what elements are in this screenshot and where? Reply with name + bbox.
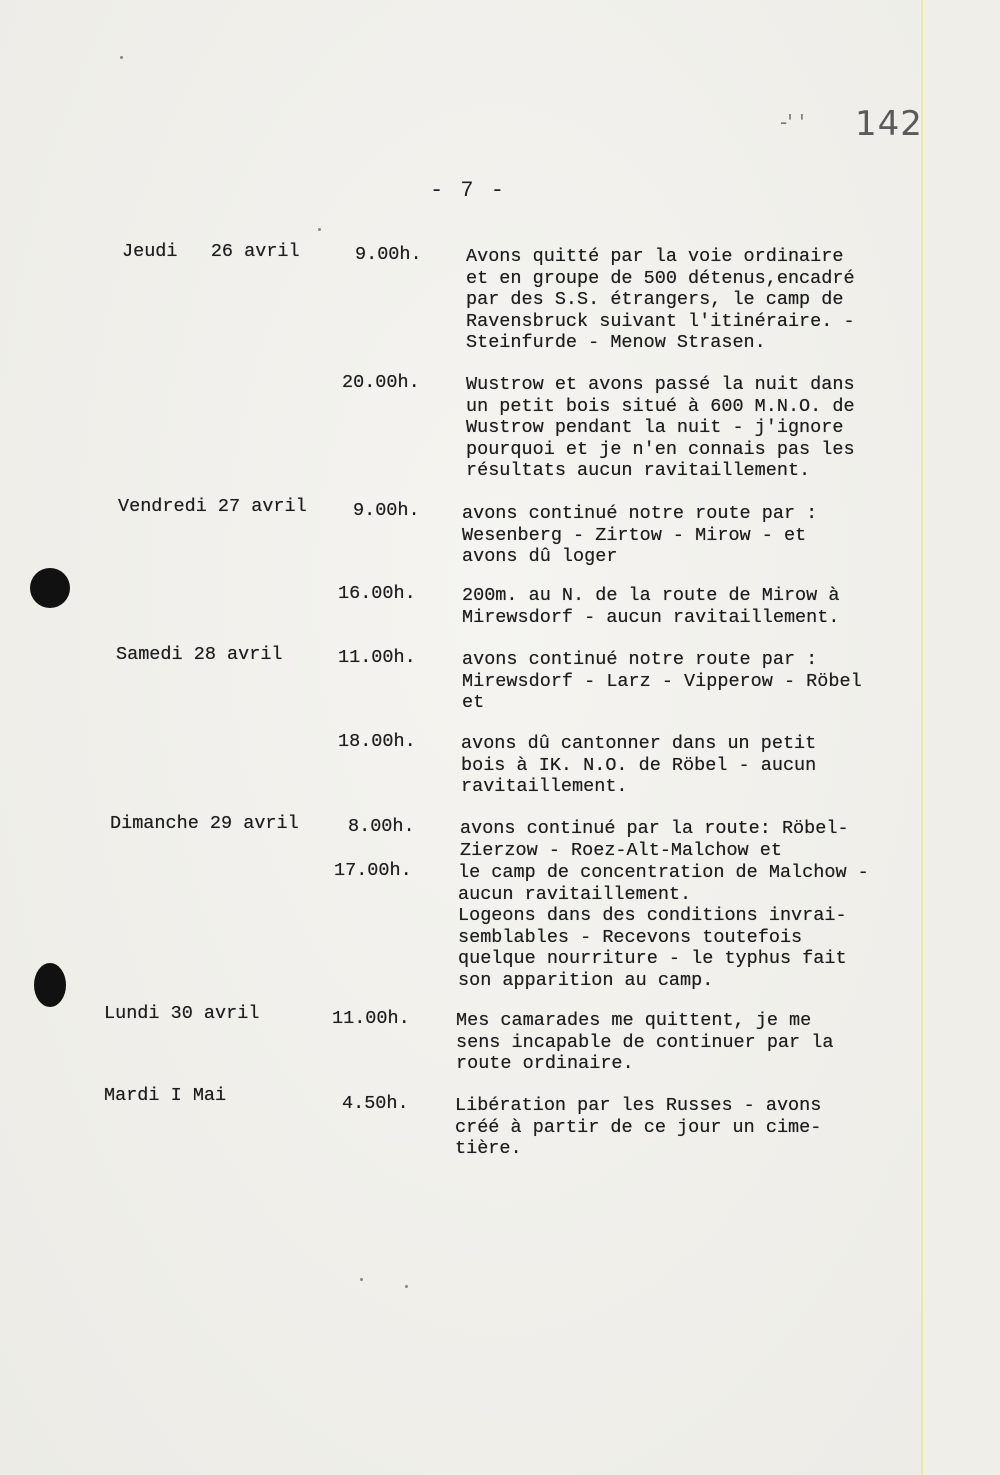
entry-line: et	[462, 692, 485, 713]
entry-text	[466, 374, 855, 482]
entry-day: Vendredi 27 avril	[118, 496, 307, 517]
entry-line: Wesenberg - Zirtow - Mirow - et	[462, 524, 807, 546]
entry-time: 20.00h.	[342, 372, 420, 393]
entry-line: pourquoi et je n'en connais pas les	[466, 438, 855, 460]
entry-day: Lundi 30 avril	[104, 1003, 260, 1024]
entry-line: le camp de concentration de Malchow -	[458, 862, 869, 883]
entry-text	[466, 246, 855, 354]
entry-line: un petit bois situé à 600 M.N.O. de	[466, 395, 855, 417]
entry-line: et en groupe de 500 détenus,encadré	[466, 267, 855, 289]
entry-line: avons dû cantonner dans un petit	[461, 733, 817, 754]
paper-speck	[120, 56, 123, 59]
entry-time: 9.00h.	[355, 244, 422, 265]
paper-speck	[405, 1285, 408, 1288]
entry-text	[456, 1010, 833, 1075]
entry-line: bois à IK. N.O. de Röbel - aucun	[461, 754, 817, 776]
punch-hole	[30, 568, 70, 608]
entry-time: 4.50h.	[342, 1093, 409, 1114]
entry-text	[458, 862, 869, 991]
entry-line: avons continué notre route par :	[462, 503, 818, 524]
entry-line: avons continué notre route par :	[462, 649, 818, 670]
entry-line: avons dû loger	[462, 546, 618, 567]
entry-time: 11.00h.	[338, 647, 416, 668]
page-margin-band	[923, 0, 1000, 1475]
entry-line: quelque nourriture - le typhus fait	[458, 948, 847, 969]
entry-line: par des S.S. étrangers, le camp de	[466, 289, 844, 310]
entry-line: Wustrow et avons passé la nuit dans	[466, 374, 855, 395]
entry-line: Steinfurde - Menow Strasen.	[466, 332, 766, 353]
paper-speck	[318, 228, 321, 231]
paper-speck	[360, 1278, 363, 1281]
entry-text	[462, 649, 862, 714]
entry-time: 9.00h.	[353, 500, 420, 521]
entry-line: son apparition au camp.	[458, 969, 714, 991]
entry-line: Libération par les Russes - avons	[455, 1095, 822, 1116]
entry-line: Ravensbruck suivant l'itinéraire. -	[466, 310, 855, 332]
entry-text	[461, 733, 816, 798]
entry-line: Wustrow pendant la nuit - j'ignore	[466, 417, 844, 438]
entry-day: Jeudi 26 avril	[122, 241, 300, 262]
entry-time: 16.00h.	[338, 583, 416, 604]
entry-time: 11.00h.	[332, 1008, 410, 1029]
entry-line: Mirewsdorf - aucun ravitaillement.	[462, 606, 840, 628]
entry-text	[460, 818, 849, 861]
entry-time: 17.00h.	[334, 860, 412, 881]
entry-line: Zierzow - Roez-Alt-Malchow et	[460, 839, 782, 861]
punch-hole	[34, 963, 66, 1007]
margin-line	[921, 0, 923, 1475]
entry-text	[462, 503, 817, 568]
page-number: - 7 -	[430, 178, 507, 203]
entry-time: 8.00h.	[348, 816, 415, 837]
entry-line: ravitaillement.	[461, 776, 628, 797]
entry-line: semblables - Recevons toutefois	[458, 926, 803, 948]
entry-text	[462, 585, 839, 628]
entry-line: 200m. au N. de la route de Mirow à	[462, 585, 840, 606]
entry-time: 18.00h.	[338, 731, 416, 752]
entry-day: Samedi 28 avril	[116, 644, 283, 665]
archive-page-number: 142	[855, 104, 923, 144]
entry-line: aucun ravitaillement.	[458, 883, 692, 905]
entry-line: Avons quitté par la voie ordinaire	[466, 246, 844, 267]
entry-line: route ordinaire.	[456, 1053, 634, 1074]
entry-line: Logeons dans des conditions invrai-	[458, 905, 847, 926]
entry-line: Mes camarades me quittent, je me	[456, 1010, 812, 1031]
entry-text	[455, 1095, 821, 1160]
entry-line: résultats aucun ravitaillement.	[466, 460, 811, 481]
entry-day: Mardi I Mai	[104, 1085, 227, 1106]
entry-line: sens incapable de continuer par la	[456, 1031, 834, 1053]
entry-line: tière.	[455, 1138, 522, 1159]
entry-line: avons continué par la route: Röbel-	[460, 818, 849, 839]
entry-line: créé à partir de ce jour un cime-	[455, 1116, 822, 1138]
entry-line: Mirewsdorf - Larz - Vipperow - Röbel	[462, 670, 862, 692]
stamp-dash: -' '	[780, 110, 805, 134]
entry-day: Dimanche 29 avril	[110, 813, 299, 834]
